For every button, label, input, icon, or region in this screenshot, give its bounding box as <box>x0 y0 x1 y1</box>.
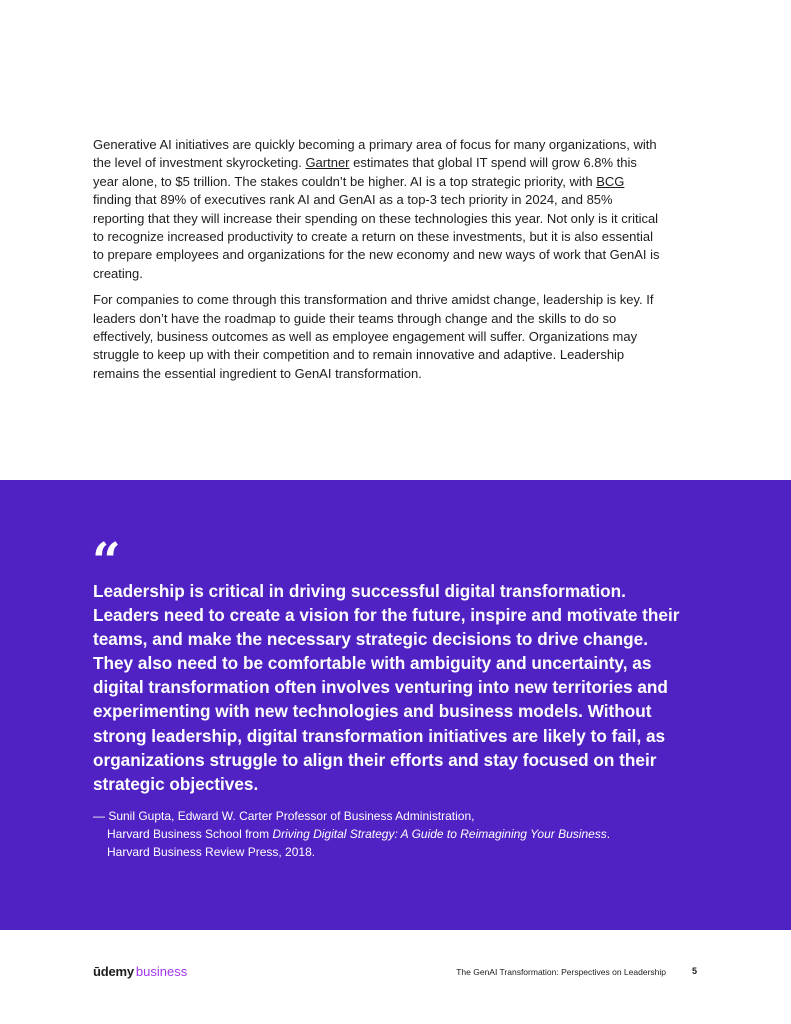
gartner-link[interactable]: Gartner <box>305 155 350 171</box>
attribution-period: . <box>606 827 611 841</box>
quote-band <box>0 480 791 930</box>
intro-paragraph-1 <box>93 136 663 283</box>
intro-text <box>93 136 663 383</box>
intro-p1-text-c: finding that 89% of executives rank AI and GenAI as a top-3 tech priority in 2024, and 85% reporting that they will increase their spending on these technologies this year. Not only is it critical to recognize increased productivity to create a return on these investments, but it is also essential to prepare employees and organizations for the new economy and new ways of work that GenAI is creating. <box>93 192 660 281</box>
logo-business-text: business <box>135 964 188 979</box>
bcg-link[interactable]: BCG <box>596 173 625 189</box>
intro-p1-text-b: estimates that global IT spend will grow 6.8% this year alone, to $5 trillion. The stakes couldn’t be higher. AI is a top strategic priority, with <box>93 155 637 189</box>
attribution-line-3: Harvard Business Review Press, 2018. <box>107 845 316 859</box>
quote-attribution <box>93 807 693 861</box>
footer-document-title: The GenAI Transformation: Perspectives on Leadership <box>456 967 666 977</box>
attribution-line-1: — Sunil Gupta, Edward W. Carter Professor of Business Administration, <box>93 809 475 823</box>
intro-p1-text-a: Generative AI initiatives are quickly becoming a primary area of focus for many organizations, with the level of investment skyrocketing. <box>93 137 657 171</box>
page-number: 5 <box>692 966 698 976</box>
quote-text: Leadership is critical in driving successful digital transformation. Leaders need to create a vision for the future, inspire and motivate their teams, and make the necessary strategic decisions to drive change. They also need to be comfortable with ambiguity and uncertainty, as digital transformation often involves venturing into new territories and experimenting with new technologies and business models. Without strong leadership, digital transformation initiatives are likely to fail, as organizations struggle to align their efforts and stay focused on their strategic objectives. <box>93 581 680 794</box>
intro-paragraph-2: For companies to come through this transformation and thrive amidst change, leadership is key. If leaders don’t have the roadmap to guide their teams through change and the skills to do so effectively, business outcomes as well as employee engagement will suffer. Organizations may struggle to keep up with their competition and to remain innovative and adaptive. Leadership remains the essential ingredient to GenAI transformation. <box>93 292 654 381</box>
logo-udemy-text: ūdemy <box>93 964 134 979</box>
quote-mark-icon: “ <box>92 531 121 590</box>
attribution-book-title: Driving Digital Strategy: A Guide to Reimagining Your Business <box>272 827 607 841</box>
attribution-line-2 <box>93 825 693 843</box>
attribution-source: Harvard Business School from <box>107 827 273 841</box>
udemy-business-logo <box>93 964 187 982</box>
